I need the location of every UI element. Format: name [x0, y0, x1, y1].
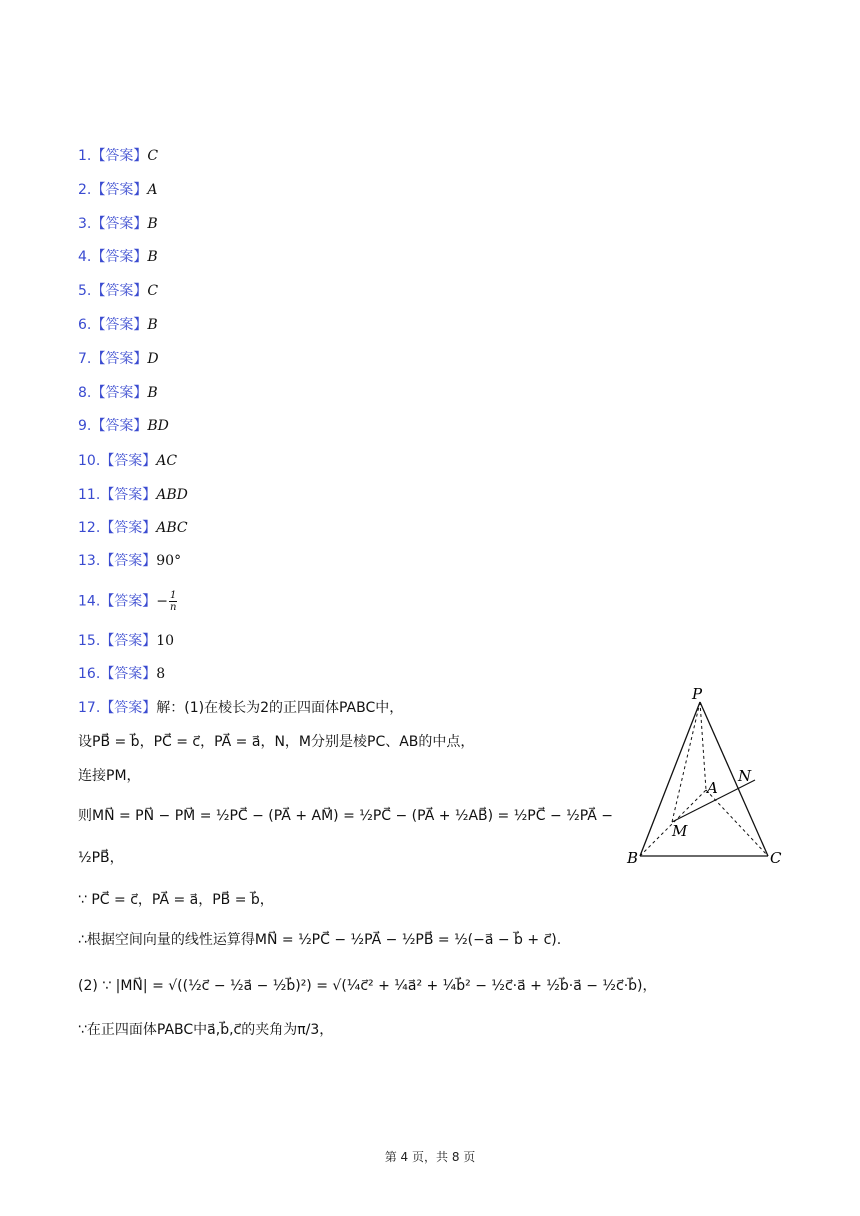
answer-value: BD [147, 418, 169, 434]
answer-line [78, 281, 158, 301]
answer-line [78, 551, 181, 571]
answer-line [78, 349, 159, 369]
answer-tag: 【答案】 [91, 418, 148, 434]
answer-value: − [156, 593, 168, 610]
answer-tag: 【答案】 [100, 553, 157, 569]
answer-tag: 【答案】 [100, 593, 157, 610]
answer-line [78, 180, 157, 200]
answer-number: 3. [78, 216, 92, 232]
q17-line8: (2) ∵ |MN⃗| = √((½c⃗ − ½a⃗ − ½b⃗)²) = √(¼c⃗² + ¼a⃗² + ¼b⃗² − ½c⃗·a⃗ + ½b⃗·a⃗ − ½c⃗·b⃗)， [78, 978, 657, 994]
answer-value: C [147, 283, 159, 299]
answer-number: 15. [78, 633, 101, 649]
answer-value: A [147, 182, 158, 198]
q17-line9: ∵在正四面体PABC中a⃗,b⃗,c⃗的夹角为π/3， [78, 1022, 334, 1038]
answer-number: 6. [78, 317, 92, 333]
answer-value: C [147, 148, 159, 164]
q17-line2: 设PB⃗ = b⃗，PC⃗ = c⃗，PA⃗ = a⃗，N，M分别是棱PC、AB的中点， [78, 734, 475, 750]
answer-value: 90° [156, 553, 182, 569]
answer-tag: 【答案】 [100, 487, 157, 503]
q17-line3: 连接PM， [78, 768, 141, 784]
answer-line [78, 518, 188, 538]
answer-line [78, 416, 169, 436]
q17-line4: 则MN⃗ = PN⃗ − PM⃗ = ½PC⃗ − (PA⃗ + AM⃗) = ½PC⃗ − (PA⃗ + ½AB⃗) = ½PC⃗ − ½PA⃗ − [78, 808, 614, 824]
fraction-numerator: 1 [170, 590, 177, 601]
answer-number: 14. [78, 593, 101, 610]
answer-value: B [147, 249, 158, 265]
answer-line [78, 451, 177, 471]
answer-line [78, 146, 158, 166]
answer-value: ABD [156, 487, 188, 503]
answer-tag: 【答案】 [91, 385, 148, 401]
answer-tag: 【答案】 [91, 351, 148, 367]
answer-number: 16. [78, 666, 101, 682]
answer-value: AC [156, 453, 178, 469]
fraction-denominator: n [169, 602, 177, 613]
answer-line [78, 315, 158, 335]
answer-tag: 【答案】 [100, 633, 157, 649]
answer-value: B [147, 317, 158, 333]
answer-tag: 【答案】 [100, 453, 157, 469]
answer-tag: 【答案】 [100, 520, 157, 536]
answer-tag: 【答案】 [91, 317, 148, 333]
answer-tag: 【答案】 [91, 182, 148, 198]
label-P: P [692, 685, 703, 703]
q17-number: 17. [78, 700, 101, 716]
answer-tag: 【答案】 [91, 148, 148, 164]
answer-line [78, 485, 188, 505]
answer-tag: 【答案】 [91, 249, 148, 265]
label-C: C [770, 849, 782, 867]
answer-line [78, 247, 158, 267]
answer-value: 10 [156, 633, 175, 649]
answer-line [78, 590, 178, 613]
page-footer: 第 4 页，共 8 页 [384, 1150, 476, 1164]
label-M: M [672, 822, 688, 840]
answer-line [78, 383, 158, 403]
answer-value: D [147, 351, 159, 367]
answer-line [78, 631, 174, 651]
answer-number: 7. [78, 351, 92, 367]
answer-number: 11. [78, 487, 101, 503]
answer-number: 2. [78, 182, 92, 198]
answer-number: 8. [78, 385, 92, 401]
answer-tag: 【答案】 [100, 666, 157, 682]
answer-number: 1. [78, 148, 92, 164]
label-N: N [738, 767, 752, 785]
label-B: B [627, 849, 639, 867]
q17-line5: ½PB⃗， [78, 850, 124, 866]
q17-line7: ∴根据空间向量的线性运算得MN⃗ = ½PC⃗ − ½PA⃗ − ½PB⃗ = ½(−a⃗ − b⃗ + c⃗). [78, 932, 562, 948]
tetrahedron-figure [620, 682, 790, 872]
answer-number: 10. [78, 453, 101, 469]
answer-fraction [169, 590, 177, 613]
answer-tag: 【答案】 [91, 283, 148, 299]
answer-line [78, 664, 165, 684]
answer-number: 13. [78, 553, 101, 569]
q17-intro [78, 698, 403, 718]
label-A: A [707, 779, 718, 797]
answer-number: 5. [78, 283, 92, 299]
answer-tag: 【答案】 [91, 216, 148, 232]
answer-line [78, 214, 158, 234]
answer-value: 8 [156, 666, 166, 682]
answer-number: 9. [78, 418, 92, 434]
q17-line6: ∵ PC⃗ = c⃗，PA⃗ = a⃗，PB⃗ = b⃗， [78, 892, 274, 908]
answer-value: ABC [156, 520, 188, 536]
answer-number: 12. [78, 520, 101, 536]
q17-intro-text: 解：(1)在棱长为2的正四面体PABC中， [156, 700, 404, 716]
answer-value: B [147, 385, 158, 401]
answer-number: 4. [78, 249, 92, 265]
answer-value: B [147, 216, 158, 232]
q17-tag: 【答案】 [100, 700, 157, 716]
